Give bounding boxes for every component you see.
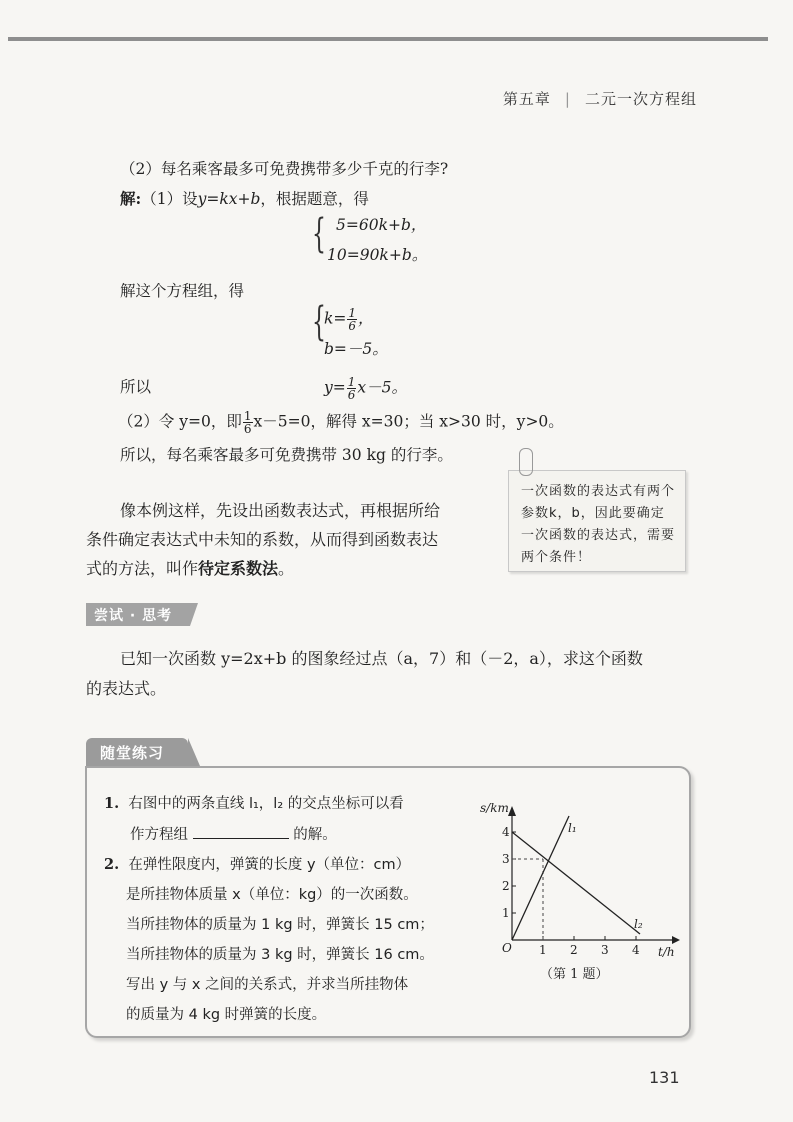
exercise-2-line-6: 的质量为 4 kg 时弹簧的长度。 (126, 1007, 327, 1023)
method-line-1: 像本例这样，先设出函数表达式，再根据所给 (120, 501, 441, 520)
exercise-2-line-4: 当所挂物体的质量为 3 kg 时，弹簧长 16 cm。 (126, 947, 434, 963)
part-2-fraction: $\frac{1}{6}$ (243, 409, 252, 436)
solve-text: 解这个方程组，得 (120, 282, 245, 300)
x-tick-1: 1 (539, 943, 547, 957)
y-tick-1: 1 (502, 906, 510, 920)
term-undetermined-coefficients: 待定系数法 (198, 559, 279, 578)
method-line-2: 条件确定表达式中未知的系数，从而得到函数表达 (86, 530, 439, 549)
y-axis-arrow (508, 806, 516, 816)
method-line-3: 式的方法，叫作待定系数法。 (86, 559, 295, 578)
question-2: （2）每名乘客最多可免费携带多少千克的行李? (120, 160, 449, 178)
function-result: y= $\frac{1}{6}$ x－5。 (324, 375, 407, 402)
practice-tag: 随堂练习 (86, 738, 188, 766)
side-note-text: 一次函数的表达式有两个参数k，b，因此要确定一次函数的表达式，需要两个条件！ (521, 484, 676, 565)
exercise-2-line-1: 2. 在弹性限度内，弹簧的长度 y（单位：cm） (104, 856, 411, 873)
exercise-1-line-1: 1. 右图中的两条直线 l₁，l₂ 的交点坐标可以看 (104, 795, 404, 812)
k-solution: k= $\frac{1}{6}$ ， (324, 306, 374, 333)
y-fraction: $\frac{1}{6}$ (347, 375, 356, 402)
equation-1a: 5=60k+b， (336, 216, 427, 234)
paperclip-icon (519, 448, 533, 476)
equation-1b: 10=90k+b。 (327, 246, 428, 264)
exercise-2-line-3: 当所挂物体的质量为 1 kg 时，弹簧长 15 cm； (126, 917, 434, 933)
y-axis-label: s/km (480, 801, 509, 815)
solution-line-1: 解:（1）设y=kx+b，根据题意，得 (120, 189, 369, 208)
distance-time-graph (472, 796, 682, 996)
exercise-2-line-2: 是所挂物体质量 x（单位：kg）的一次函数。 (126, 887, 418, 903)
exercise-1-line-2: 作方程组 的解。 (130, 820, 337, 850)
try-think-tag: 尝试 · 思考 (86, 603, 190, 626)
answer-blank[interactable] (193, 824, 289, 839)
line-l1 (512, 816, 569, 940)
try-think-line-1: 已知一次函数 y=2x+b 的图象经过点（a，7）和（－2，a），求这个函数 (120, 649, 643, 668)
system-brace-2: { (312, 299, 326, 345)
y-tick-4: 4 (502, 825, 510, 839)
l2-label: l₂ (634, 917, 643, 931)
solution-label: 解: (120, 189, 142, 208)
general-form: y=kx+b (197, 190, 261, 208)
b-solution: b=－5。 (324, 340, 388, 358)
section-title: 二元一次方程组 (584, 90, 697, 108)
l1-label: l₁ (568, 821, 577, 835)
system-brace-1: { (312, 211, 326, 257)
y-tick-3: 3 (502, 852, 510, 866)
header-separator: | (564, 90, 571, 108)
line-l2 (512, 832, 640, 934)
figure-caption: （第 1 题） (540, 967, 609, 982)
top-rule (8, 37, 768, 41)
origin-label: O (502, 941, 512, 955)
chapter-label: 第五章 (502, 90, 551, 108)
page-number: 131 (649, 1068, 680, 1087)
part-2-solution: （2）令 y=0，即 $\frac{1}{6}$ x－5=0，解得 x=30；当 x>30 时，y>0。 (118, 409, 564, 436)
x-tick-2: 2 (570, 943, 578, 957)
side-note (508, 470, 686, 572)
x-tick-4: 4 (632, 943, 640, 957)
exercise-2-line-5: 写出 y 与 x 之间的关系式，并求当所挂物体 (126, 977, 409, 993)
running-header (503, 88, 697, 109)
so-label: 所以 (120, 378, 152, 396)
x-tick-3: 3 (601, 943, 609, 957)
x-axis-arrow (672, 936, 680, 944)
conclusion: 所以，每名乘客最多可免费携带 30 kg 的行李。 (120, 446, 453, 464)
x-axis-label: t/h (658, 945, 675, 959)
k-fraction: $\frac{1}{6}$ (348, 306, 357, 333)
y-tick-2: 2 (502, 879, 510, 893)
try-think-line-2: 的表达式。 (86, 679, 167, 698)
